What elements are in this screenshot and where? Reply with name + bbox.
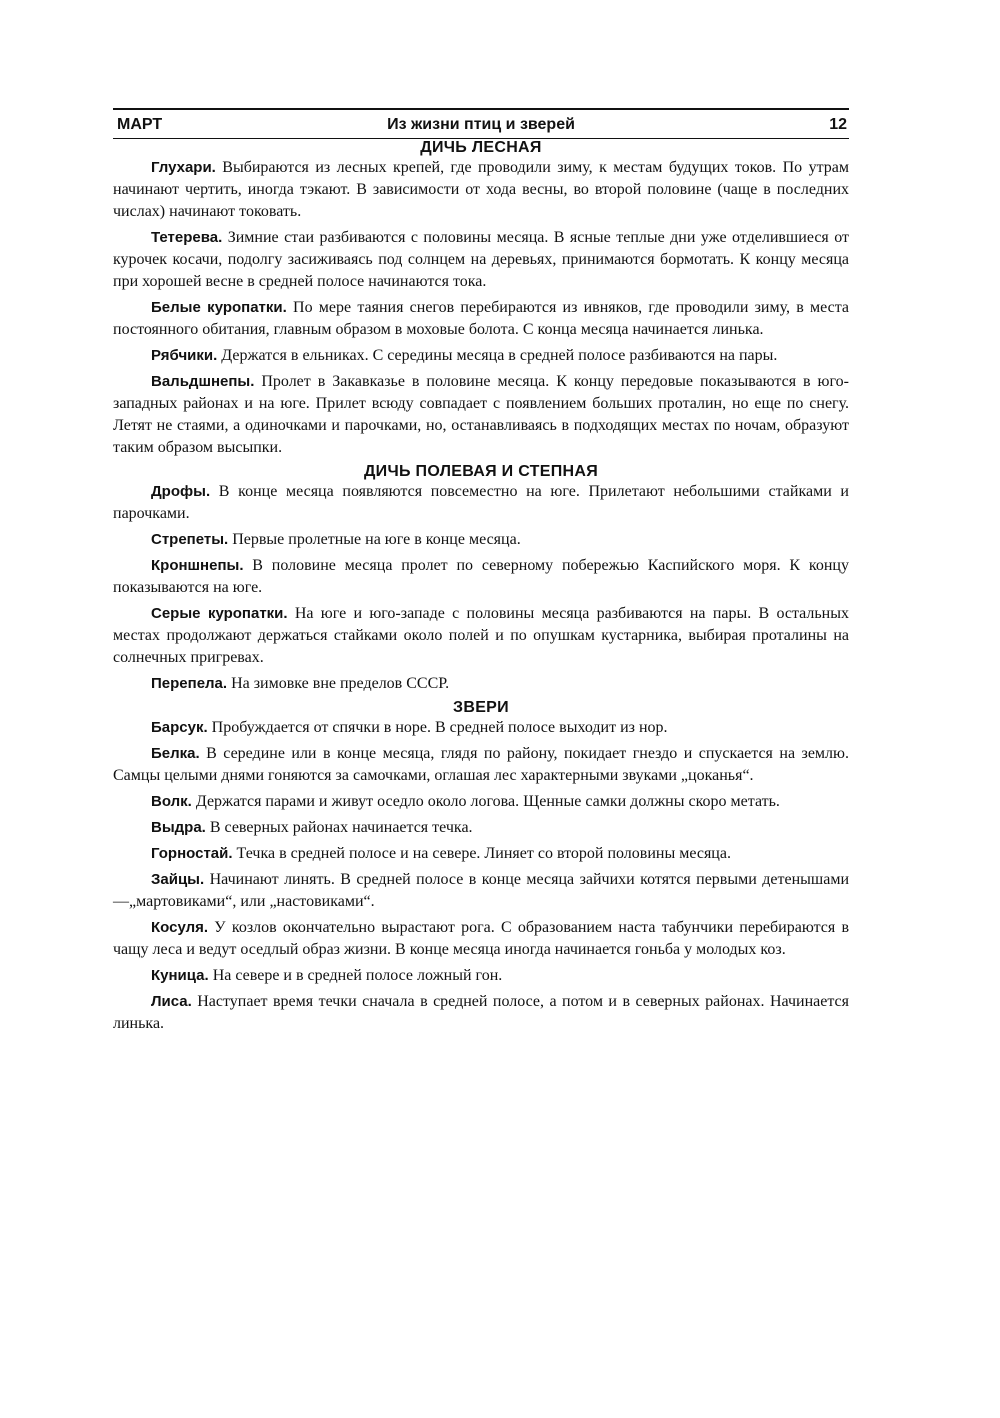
- entry-text: В конце месяца появляются повсеместно на юге. Прилетают небольшими стайками и парочками.: [113, 483, 849, 522]
- entry: [113, 817, 849, 839]
- entry-term: Белка.: [151, 745, 200, 762]
- entry-text: По мере таяния снегов перебираются из ивняков, где проводили зиму, в места постоянного обитания, главным образом в моховые болота. С конца месяца начинается линька.: [113, 299, 850, 338]
- entry: [113, 603, 849, 669]
- header-month: МАРТ: [117, 116, 163, 133]
- entry-text: Пролет в Закавказье в половине месяца. К концу передовые показываются в юго-западных районах и на юге. Прилет всюду совпадает с появлением больших проталин, но еще по снегу. Летят не стаями, а одиночками и парочками, но, останавливаясь в подходящих местах по ночам, образуют таким образом высыпки.: [113, 373, 849, 456]
- entry-term: Лиса.: [151, 993, 192, 1010]
- header-top-rule: [113, 108, 849, 110]
- entry-term: Стрепеты.: [151, 531, 229, 548]
- entry-text: На юге и юго-западе с половины месяца разбиваются на пары. В остальных местах продолжают держаться стайками около полей и по опушкам кустарника, выбирая проталины на солнечных пригревах.: [113, 605, 849, 666]
- entry: [113, 227, 849, 293]
- entry: [113, 843, 849, 865]
- entry-text: Начинают линять. В средней полосе в конце месяца зайчихи котятся первыми детенышами —„мартовиками“, или „настовиками“.: [113, 871, 849, 910]
- entry-text: На севере и в средней полосе ложный гон.: [208, 967, 503, 984]
- entry-term: Горностай.: [151, 845, 233, 862]
- entry: [113, 297, 849, 341]
- entry-text: Держатся в ельниках. С середины месяца в средней полосе разбиваются на пары.: [217, 347, 778, 364]
- entry-text: В половине месяца пролет по северному побережью Каспийского моря. К концу показываются на юге.: [113, 557, 849, 596]
- entry: [113, 529, 849, 551]
- entry-text: Держатся парами и живут оседло около логова. Щенные самки должны скоро метать.: [191, 793, 780, 810]
- entry-term: Зайцы.: [151, 871, 205, 888]
- entry-text: Пробуждается от спячки в норе. В средней полосе выходит из нор.: [207, 719, 668, 736]
- entry-term: Косуля.: [151, 919, 209, 936]
- entry-term: Дрофы.: [151, 483, 211, 500]
- entry-term: Кроншнепы.: [151, 557, 244, 574]
- entry-term: Глухари.: [151, 159, 216, 176]
- entry-text: Первые пролетные на юге в конце месяца.: [228, 531, 521, 548]
- entry: [113, 673, 849, 695]
- page-number: 12: [829, 116, 847, 133]
- entry: [113, 157, 849, 223]
- entry: [113, 481, 849, 525]
- entry-term: Барсук.: [151, 719, 208, 736]
- entry: [113, 869, 849, 913]
- entry: [113, 371, 849, 459]
- section-title: ДИЧЬ ПОЛЕВАЯ И СТЕПНАЯ: [363, 463, 599, 480]
- entry-term: Перепела.: [151, 675, 228, 692]
- entry-text: Зимние стаи разбиваются с половины месяца. В ясные теплые дни уже отделившиеся от курочек косачи, подолгу засиживаясь под солнцем на деревьях, принимаются бормотать. К концу месяца при хорошей весне в средней полосе начинаются тока.: [113, 229, 849, 290]
- entry: [113, 791, 849, 813]
- entry-text: В северных районах начинается течка.: [205, 819, 473, 836]
- entry-term: Рябчики.: [151, 347, 218, 364]
- section-title: ДИЧЬ ЛЕСНАЯ: [420, 139, 542, 156]
- entry-text: У козлов окончательно вырастают рога. С образованием наста табунчики перебираются в чащу леса и ведут оседлый образ жизни. В конце месяца иногда начинается гоньба у молодых коз.: [113, 919, 849, 958]
- entry: [113, 917, 849, 961]
- entry: [113, 555, 849, 599]
- entry-term: Куница.: [151, 967, 209, 984]
- entry-term: Вальдшнепы.: [151, 373, 255, 390]
- entry-text: Наступает время течки сначала в средней полосе, а потом и в северных районах. Начинается линька.: [113, 993, 849, 1032]
- entry-term: Серые куропатки.: [151, 605, 288, 622]
- page: [113, 108, 849, 1039]
- entry-term: Тетерева.: [151, 229, 223, 246]
- entry: [113, 965, 849, 987]
- entry: [113, 743, 849, 787]
- running-header: [113, 116, 849, 138]
- entry: [113, 717, 849, 739]
- entry-text: Течка в средней полосе и на севере. Линяет со второй половины месяца.: [232, 845, 731, 862]
- entry-text: На зимовке вне пределов СССР.: [227, 675, 450, 692]
- entry-term: Волк.: [151, 793, 192, 810]
- entry-text: В середине или в конце месяца, глядя по району, покидает гнездо и спускается на землю. Самцы целыми днями гоняются за самочками, оглашая лес характерными звуками „цоканья“.: [113, 745, 849, 784]
- entry-text: Выбираются из лесных крепей, где проводили зиму, к местам будущих токов. По утрам начинают чертить, иногда тэкают. В зависимости от хода весны, во второй половине (чаще в последних числах) начинают токовать.: [113, 159, 849, 220]
- entry: [113, 345, 849, 367]
- header-chapter-title: Из жизни птиц и зверей: [387, 116, 575, 133]
- entry: [113, 991, 849, 1035]
- entry-term: Белые куропатки.: [151, 299, 287, 316]
- entry-term: Выдра.: [151, 819, 206, 836]
- section-title: ЗВЕРИ: [453, 699, 509, 716]
